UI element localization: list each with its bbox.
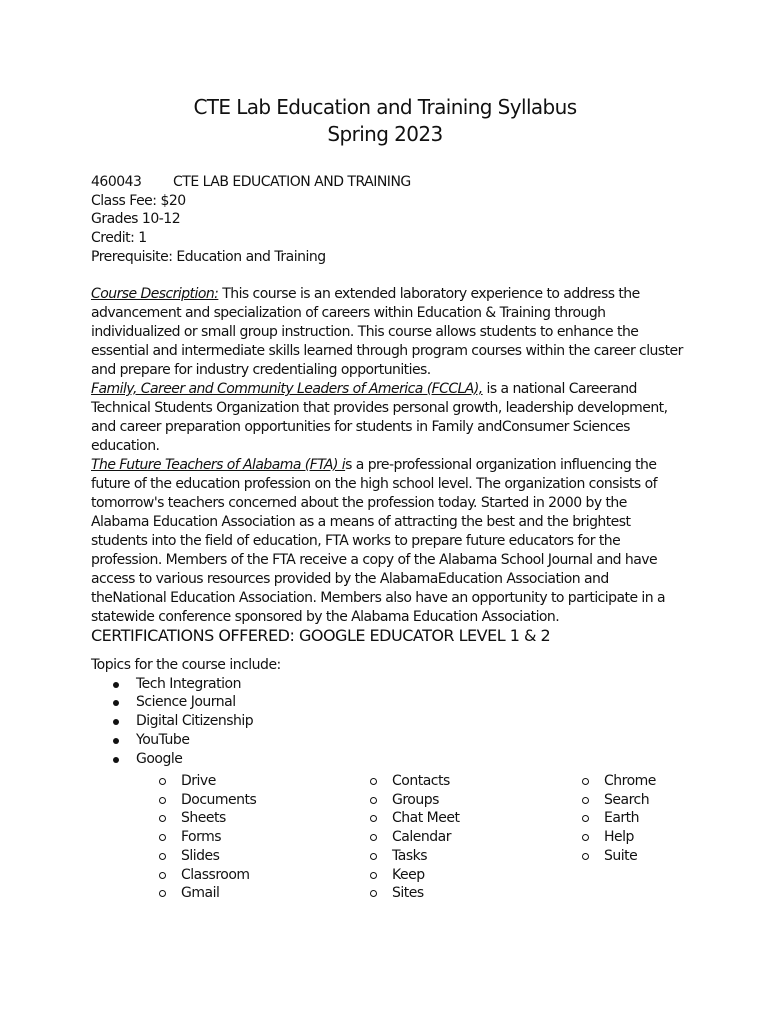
title-line-2: Spring 2023 [327,122,443,146]
course-name: CTE LAB EDUCATION AND TRAINING [173,174,411,190]
circle-bullet-icon [370,890,377,897]
list-item: Sites [370,884,459,903]
grades: Grades 10-12 [91,211,181,228]
list-item: Chat Meet [370,809,459,828]
list-item: YouTube [91,731,281,750]
list-item: Forms [159,828,256,847]
course-description [91,285,687,380]
bullet-icon [113,682,119,688]
circle-bullet-icon [159,834,166,841]
course-description-text: This course is an extended laboratory experience to address the advancement and specialization of careers within Education & Training through individualized or small group instruction. This course allows students to enhance the essential and intermediate skills learned through program courses within the career cluster and prepare for industry credentialing opportunities. [91,286,683,378]
topics-section [91,656,281,768]
prerequisite: Prerequisite: Education and Training [91,248,326,265]
list-item: Suite [582,847,656,866]
course-code: 460043 [91,174,142,190]
list-item: Calendar [370,828,459,847]
list-item: Keep [370,866,459,885]
circle-bullet-icon [159,815,166,822]
fta-label: The Future Teachers of Alabama (FTA) i [91,457,346,473]
circle-bullet-icon [370,797,377,804]
google-apps-column-3 [582,772,656,866]
circle-bullet-icon [370,872,377,879]
course-description-label: Course Description: [91,286,219,302]
bullet-icon [113,738,119,744]
list-item: Documents [159,791,256,810]
topics-intro: Topics for the course include: [91,657,281,673]
list-item: Science Journal [91,693,281,712]
circle-bullet-icon [370,853,377,860]
circle-bullet-icon [582,797,589,804]
list-item: Gmail [159,884,256,903]
fccla-label: Family, Career and Community Leaders of America (FCCLA), [91,381,483,397]
circle-bullet-icon [370,834,377,841]
circle-bullet-icon [582,853,589,860]
credit: Credit: 1 [91,230,147,247]
list-item: Digital Citizenship [91,712,281,731]
course-code-row [91,173,411,192]
fccla-text: is a national Careerand Technical Students Organization that provides personal growth, leadership development, and career preparation opportunities for students in Family andConsumer Sciences education. [91,381,668,454]
course-info [91,173,411,267]
list-item: Search [582,791,656,810]
list-item: Earth [582,809,656,828]
circle-bullet-icon [582,834,589,841]
circle-bullet-icon [159,797,166,804]
google-apps-column-2 [370,772,459,903]
google-apps-column-1 [159,772,256,903]
bullet-icon [113,719,119,725]
certifications-heading: CERTIFICATIONS OFFERED: GOOGLE EDUCATOR LEVEL 1 & 2 [91,626,551,645]
list-item: Google [91,750,281,769]
circle-bullet-icon [159,890,166,897]
list-item: Classroom [159,866,256,885]
list-item: Drive [159,772,256,791]
syllabus-body [91,285,687,627]
circle-bullet-icon [582,778,589,785]
list-item: Help [582,828,656,847]
circle-bullet-icon [370,815,377,822]
circle-bullet-icon [370,778,377,785]
title-line-1: CTE Lab Education and Training Syllabus [193,95,577,119]
list-item: Sheets [159,809,256,828]
list-item: Tasks [370,847,459,866]
bullet-icon [113,700,119,706]
list-item: Slides [159,847,256,866]
page-title [0,94,770,148]
circle-bullet-icon [159,853,166,860]
bullet-icon [113,757,119,763]
list-item: Contacts [370,772,459,791]
list-item: Groups [370,791,459,810]
list-item: Chrome [582,772,656,791]
circle-bullet-icon [159,872,166,879]
fccla-paragraph [91,380,687,456]
fta-text: s a pre-professional organization influencing the future of the education profession on the high school level. The organization consists of tomorrow's teachers concerned about the profession today. Started in 2000 by the Alabama Education Association as a means of attracting the best and the brightest students into the field of education, FTA works to prepare future educators for the profession. Members of the FTA receive a copy of the Alabama School Journal and have access to various resources provided by the AlabamaEducation Association and theNational Education Association. Members also have an opportunity to participate in a statewide conference sponsored by the Alabama Education Association. [91,457,666,625]
fta-paragraph [91,456,687,627]
topics-list [91,675,281,769]
list-item: Tech Integration [91,675,281,694]
circle-bullet-icon [582,815,589,822]
class-fee: Class Fee: $20 [91,192,186,209]
circle-bullet-icon [159,778,166,785]
